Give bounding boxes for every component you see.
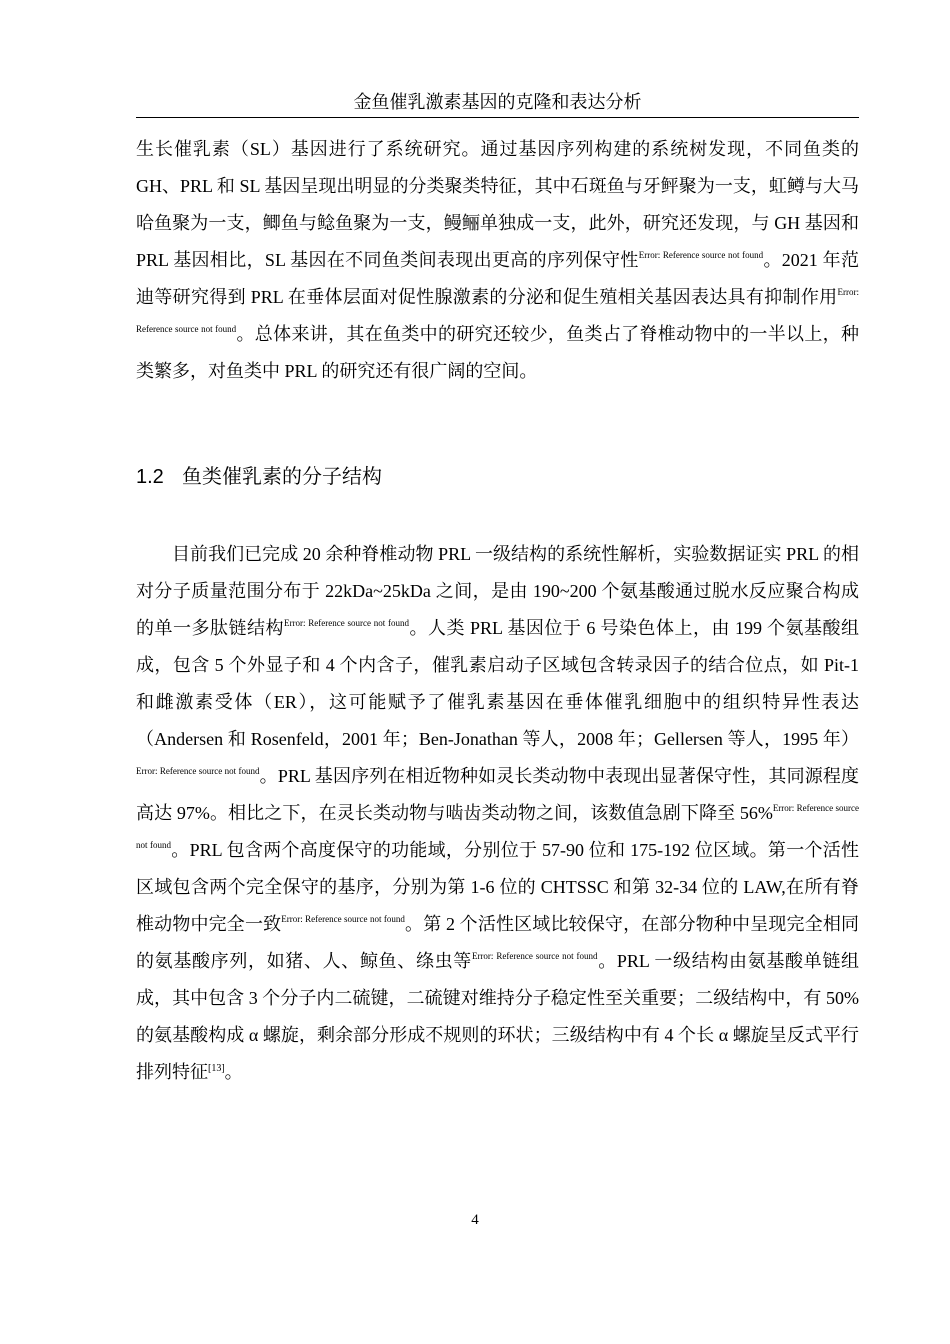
citation-error: Error: Reference source not found — [136, 803, 859, 850]
text-run: 目前我们已完成 20 余种脊椎动物 PRL 一级结构的系统性解析，实验数据证实 PRL 的相对分子质量范围分布于 22kDa~25kDa 之间，是由 190~200 个氨基酸通过脱水反应聚合构成的单一多肽链结构 — [136, 544, 859, 638]
section-heading — [136, 462, 382, 492]
text-run: 。PRL 一级结构由氨基酸单链组成，其中包含 3 个分子内二硫键，二硫键对维持分子稳定性至关重要；二级结构中，有 50%的氨基酸构成 α 螺旋，剩余部分形成不规则的环状；三级结构中有 4 个长 α 螺旋呈反式平行排列特征 — [136, 951, 860, 1082]
text-run: 。 — [224, 1062, 243, 1082]
citation-error: Error: Reference source not found — [136, 287, 859, 334]
page-number: 4 — [471, 1212, 479, 1228]
text-run: 。PRL 基因序列在相近物种如灵长类动物中表现出显著保守性，其同源程度高达 97%。相比之下，在灵长类动物与啮齿类动物之间，该数值急剧下降至 56% — [136, 766, 859, 823]
citation-error: Error: Reference source not found — [281, 914, 405, 924]
body-paragraph-2 — [136, 536, 859, 1091]
citation-error: Error: Reference source not found — [471, 951, 598, 961]
text-run: 。PRL 包含两个高度保守的功能域，分别位于 57-90 位和 175-192 位区域。第一个活性区域包含两个完全保守的基序，分别为第 1-6 位的 CHTSSC 和第 32-34 位的 LAW,在所有脊椎动物中完全一致 — [136, 840, 859, 934]
header-rule — [136, 117, 859, 118]
text-run: 。第 2 个活性区域比较保守，在部分物种中呈现完全相同的氨基酸序列，如猪、人、鲸鱼、绦虫等 — [136, 914, 860, 971]
citation-error: Error: Reference source not found — [136, 766, 260, 776]
text-run: 。人类 PRL 基因位于 6 号染色体上，由 199 个氨基酸组成，包含 5 个外显子和 4 个内含子，催乳素启动子区域包含转录因子的结合位点，如 Pit-1 和雌激素受体（ER），这可能赋予了催乳素基因在垂体催乳细胞中的组织特异性表达（Andersen 和 Rosenfeld，2001 年；Ben-Jonathan 等人，2008 年；Gellersen 等人，1995 年） — [136, 618, 859, 749]
section-number: 1.2 — [136, 466, 164, 488]
body-paragraph-1 — [136, 131, 859, 390]
text-run: 。总体来讲，其在鱼类中的研究还较少，鱼类占了脊椎动物中的一半以上，种类繁多，对鱼类中 PRL 的研究还有很广阔的空间。 — [136, 324, 859, 381]
text-run: 生长催乳素（SL）基因进行了系统研究。通过基因序列构建的系统树发现，不同鱼类的 GH、PRL 和 SL 基因呈现出明显的分类聚类特征，其中石斑鱼与牙鲆聚为一支，虹鳟与大马哈鱼聚为一支，鲫鱼与鲶鱼聚为一支，鳗鲡单独成一支，此外，研究还发现，与 GH 基因和 PRL 基因相比，SL 基因在不同鱼类间表现出更高的序列保守性 — [136, 139, 859, 270]
citation-reference: [13] — [208, 1063, 225, 1074]
text-run: 。2021 年范迪等研究得到 PRL 在垂体层面对促性腺激素的分泌和促生殖相关基因表达具有抑制作用 — [136, 250, 859, 307]
citation-error: Error: Reference source not found — [638, 250, 764, 260]
running-header: 金鱼催乳激素基因的克隆和表达分析 — [353, 92, 642, 112]
section-title: 鱼类催乳素的分子结构 — [182, 466, 382, 488]
citation-error: Error: Reference source not found — [284, 618, 410, 628]
